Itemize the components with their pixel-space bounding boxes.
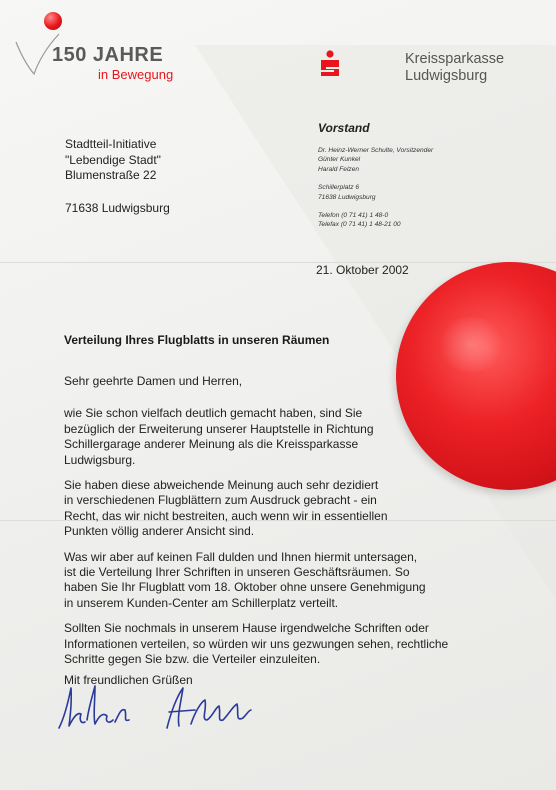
letter-subject: Verteilung Ihres Flugblatts in unseren Räumen bbox=[64, 333, 330, 347]
fold-line bbox=[0, 262, 556, 263]
salutation: Sehr geehrte Damen und Herren, bbox=[64, 374, 243, 388]
board-member: Günter Kunkel bbox=[318, 156, 361, 164]
body-paragraph bbox=[64, 549, 426, 612]
body-line: haben Sie Ihr Flugblatt vom 18. Oktober ohne unsere Genehmigung bbox=[64, 580, 426, 595]
sender-fax: Telefax (0 71 41) 1 48-21 00 bbox=[318, 221, 401, 229]
body-line: Sollten Sie nochmals in unserem Hause irgendwelche Schriften oder bbox=[64, 621, 429, 636]
anniversary-logo bbox=[14, 12, 184, 82]
anniversary-tagline: in Bewegung bbox=[98, 67, 174, 82]
body-paragraph bbox=[64, 478, 394, 540]
bank-name-line2: Ludwigsburg bbox=[405, 68, 488, 84]
sender-details bbox=[318, 146, 433, 230]
body-line: Schritte gegen Sie bzw. die Verteiler einzuleiten. bbox=[64, 652, 321, 667]
sender-title: Vorstand bbox=[318, 121, 370, 135]
body-line: bezüglich der Erweiterung unserer Hauptstelle in Richtung bbox=[64, 421, 374, 436]
letter-body bbox=[64, 374, 449, 678]
bank-name-line1: Kreissparkasse bbox=[405, 51, 505, 67]
sender-city: 71638 Ludwigsburg bbox=[318, 193, 376, 201]
body-line: Informationen verteilen, so würden wir uns gezwungen sehen, rechtliche bbox=[64, 636, 449, 651]
handwritten-signature bbox=[55, 676, 265, 736]
body-line: ist die Verteilung Ihrer Schriften in unseren Geschäftsräumen. So bbox=[64, 565, 410, 580]
body-line: Schillergarage anderer Meinung als die Kreissparkasse bbox=[64, 437, 359, 452]
body-paragraph bbox=[64, 621, 449, 667]
board-member: Dr. Heinz-Werner Schulte, Vorsitzender bbox=[318, 147, 434, 154]
body-line: Ludwigsburg. bbox=[64, 452, 136, 467]
letter-date: 21. Oktober 2002 bbox=[316, 263, 409, 277]
closing: Mit freundlichen Grüßen bbox=[64, 673, 193, 687]
recipient-line: Stadtteil-Initiative bbox=[65, 137, 157, 151]
body-line: in unserem Kunden-Center am Schillerplatz verteilt. bbox=[64, 595, 339, 610]
recipient-city: 71638 Ludwigsburg bbox=[65, 200, 170, 215]
body-line: in verschiedenen Flugblättern zum Ausdruck gebracht - ein bbox=[64, 493, 377, 508]
recipient-line: "Lebendige Stadt" bbox=[65, 152, 161, 167]
body-line: Sie haben diese abweichende Meinung auch sehr dezidiert bbox=[64, 478, 379, 493]
anniversary-title: 150 JAHRE bbox=[52, 44, 164, 66]
body-line: Recht, das wir nicht bestreiten, auch wenn wir in essentiellen bbox=[64, 508, 388, 523]
sparkasse-s-icon bbox=[318, 50, 342, 80]
recipient-address bbox=[65, 137, 170, 216]
sender-phone: Telefon (0 71 41) 1 48-0 bbox=[318, 212, 389, 220]
body-paragraph bbox=[64, 406, 394, 468]
sender-street: Schillerplatz 6 bbox=[318, 184, 360, 192]
red-ball-icon bbox=[44, 12, 62, 30]
body-line: Punkten völlig anderer Ansicht sind. bbox=[64, 524, 255, 539]
bank-name bbox=[405, 51, 504, 85]
body-line: wie Sie schon vielfach deutlich gemacht haben, sind Sie bbox=[64, 406, 363, 421]
recipient-line: Blumenstraße 22 bbox=[65, 168, 157, 182]
board-member: Harald Felzen bbox=[318, 165, 360, 173]
body-line: Was wir aber auf keinen Fall dulden und Ihnen hiermit untersagen, bbox=[64, 549, 418, 564]
